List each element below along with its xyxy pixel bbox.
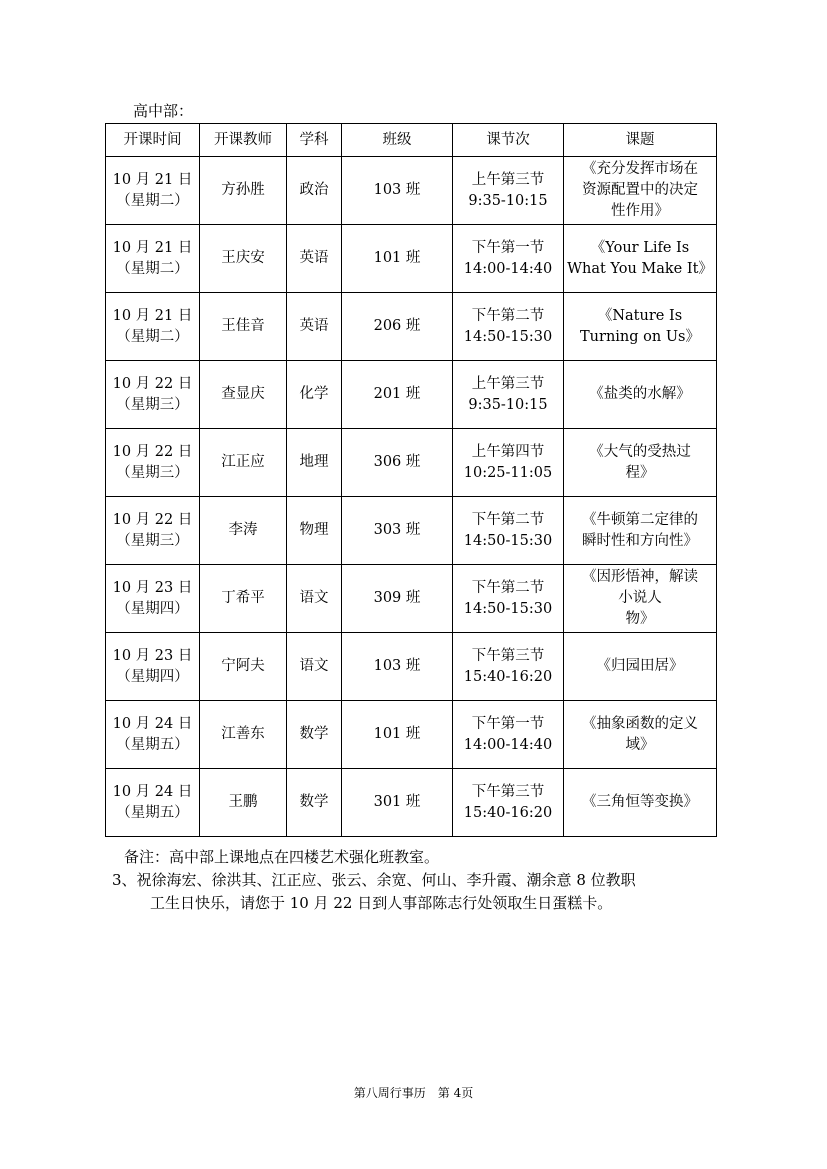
birthday-notice bbox=[112, 869, 712, 915]
item-number: 3、 bbox=[112, 871, 137, 889]
cell-period bbox=[453, 769, 564, 837]
date-text: 10 月 23 日 bbox=[112, 647, 193, 664]
time-text: 9:35-10:15 bbox=[468, 192, 548, 209]
period-text: 下午第一节 bbox=[471, 239, 545, 256]
cell-subject: 英语 bbox=[287, 293, 342, 361]
cell-teacher: 宁阿夫 bbox=[200, 633, 287, 701]
schedule-table bbox=[105, 123, 717, 837]
table-header-row bbox=[106, 124, 717, 157]
period-text: 下午第二节 bbox=[471, 307, 545, 324]
cell-subject: 地理 bbox=[287, 429, 342, 497]
time-text: 14:50-15:30 bbox=[463, 600, 553, 617]
table-row bbox=[106, 157, 717, 225]
cell-date bbox=[106, 497, 200, 565]
cell-period bbox=[453, 497, 564, 565]
header-period: 课节次 bbox=[453, 124, 564, 157]
period-text: 下午第二节 bbox=[471, 511, 545, 528]
birthday-notice-text1: 祝徐海宏、徐洪其、江正应、张云、余宽、何山、李升霞、潮余意 8 位教职 bbox=[136, 871, 636, 889]
period-text: 上午第三节 bbox=[471, 375, 545, 392]
time-text: 15:40-16:20 bbox=[463, 804, 553, 821]
period-text: 上午第四节 bbox=[471, 443, 545, 460]
time-text: 9:35-10:15 bbox=[468, 396, 548, 413]
cell-teacher: 王鹏 bbox=[200, 769, 287, 837]
date-text: 10 月 22 日 bbox=[112, 375, 193, 392]
header-teacher: 开课教师 bbox=[200, 124, 287, 157]
footer-title: 第八周行事历 bbox=[353, 1086, 426, 1100]
cell-class: 201 班 bbox=[342, 361, 453, 429]
table-row bbox=[106, 633, 717, 701]
time-text: 14:50-15:30 bbox=[463, 532, 553, 549]
birthday-notice-line2: 工生日快乐，请您于 10 月 22 日到人事部陈志行处领取生日蛋糕卡。 bbox=[150, 894, 613, 912]
cell-topic: 《抽象函数的定义 域》 bbox=[564, 701, 717, 769]
cell-class: 206 班 bbox=[342, 293, 453, 361]
cell-topic: 《大气的受热过 程》 bbox=[564, 429, 717, 497]
cell-period bbox=[453, 565, 564, 633]
weekday-text: （星期五） bbox=[116, 736, 189, 753]
cell-subject: 数学 bbox=[287, 701, 342, 769]
cell-class: 301 班 bbox=[342, 769, 453, 837]
period-text: 上午第三节 bbox=[471, 171, 545, 188]
cell-topic: 《盐类的水解》 bbox=[564, 361, 717, 429]
date-text: 10 月 22 日 bbox=[112, 443, 193, 460]
section-title: 高中部： bbox=[133, 102, 194, 120]
cell-subject: 数学 bbox=[287, 769, 342, 837]
cell-teacher: 丁希平 bbox=[200, 565, 287, 633]
cell-topic: 《充分发挥市场在 资源配置中的决定 性作用》 bbox=[564, 157, 717, 225]
cell-class: 103 班 bbox=[342, 633, 453, 701]
header-date: 开课时间 bbox=[106, 124, 200, 157]
date-text: 10 月 24 日 bbox=[112, 715, 193, 732]
weekday-text: （星期四） bbox=[116, 668, 189, 685]
cell-teacher: 王庆安 bbox=[200, 225, 287, 293]
time-text: 14:00-14:40 bbox=[463, 260, 553, 277]
date-text: 10 月 21 日 bbox=[112, 307, 193, 324]
cell-topic: 《Nature Is Turning on Us》 bbox=[564, 293, 717, 361]
cell-date bbox=[106, 293, 200, 361]
date-text: 10 月 21 日 bbox=[112, 171, 193, 188]
remark-note: 备注：高中部上课地点在四楼艺术强化班教室。 bbox=[124, 848, 440, 866]
weekday-text: （星期二） bbox=[116, 328, 189, 345]
cell-period bbox=[453, 701, 564, 769]
cell-period bbox=[453, 293, 564, 361]
weekday-text: （星期三） bbox=[116, 532, 189, 549]
cell-topic: 《三角恒等变换》 bbox=[564, 769, 717, 837]
cell-date bbox=[106, 633, 200, 701]
date-text: 10 月 23 日 bbox=[112, 579, 193, 596]
date-text: 10 月 24 日 bbox=[112, 783, 193, 800]
cell-teacher: 李涛 bbox=[200, 497, 287, 565]
weekday-text: （星期三） bbox=[116, 396, 189, 413]
cell-date bbox=[106, 225, 200, 293]
period-text: 下午第三节 bbox=[471, 783, 545, 800]
cell-class: 309 班 bbox=[342, 565, 453, 633]
cell-subject: 语文 bbox=[287, 633, 342, 701]
cell-period bbox=[453, 633, 564, 701]
cell-teacher: 查显庆 bbox=[200, 361, 287, 429]
table-row bbox=[106, 769, 717, 837]
time-text: 14:00-14:40 bbox=[463, 736, 553, 753]
cell-date bbox=[106, 565, 200, 633]
header-topic: 课题 bbox=[564, 124, 717, 157]
table-row bbox=[106, 361, 717, 429]
table-row bbox=[106, 225, 717, 293]
page-footer bbox=[0, 1085, 827, 1101]
time-text: 10:25-11:05 bbox=[463, 464, 553, 481]
time-text: 14:50-15:30 bbox=[463, 328, 553, 345]
cell-date bbox=[106, 361, 200, 429]
time-text: 15:40-16:20 bbox=[463, 668, 553, 685]
table-row bbox=[106, 293, 717, 361]
table-row bbox=[106, 565, 717, 633]
cell-period bbox=[453, 429, 564, 497]
cell-teacher: 方孙胜 bbox=[200, 157, 287, 225]
weekday-text: （星期二） bbox=[116, 192, 189, 209]
weekday-text: （星期四） bbox=[116, 600, 189, 617]
cell-teacher: 江正应 bbox=[200, 429, 287, 497]
period-text: 下午第一节 bbox=[471, 715, 545, 732]
cell-subject: 物理 bbox=[287, 497, 342, 565]
cell-subject: 英语 bbox=[287, 225, 342, 293]
cell-topic: 《归园田居》 bbox=[564, 633, 717, 701]
table-row bbox=[106, 497, 717, 565]
weekday-text: （星期二） bbox=[116, 260, 189, 277]
birthday-notice-line1 bbox=[112, 869, 712, 892]
period-text: 下午第三节 bbox=[471, 647, 545, 664]
cell-date bbox=[106, 701, 200, 769]
date-text: 10 月 22 日 bbox=[112, 511, 193, 528]
cell-period bbox=[453, 361, 564, 429]
cell-class: 101 班 bbox=[342, 225, 453, 293]
weekday-text: （星期五） bbox=[116, 804, 189, 821]
cell-date bbox=[106, 769, 200, 837]
cell-class: 101 班 bbox=[342, 701, 453, 769]
table-row bbox=[106, 701, 717, 769]
period-text: 下午第二节 bbox=[471, 579, 545, 596]
cell-teacher: 江善东 bbox=[200, 701, 287, 769]
weekday-text: （星期三） bbox=[116, 464, 189, 481]
cell-period bbox=[453, 225, 564, 293]
cell-teacher: 王佳音 bbox=[200, 293, 287, 361]
cell-date bbox=[106, 157, 200, 225]
cell-class: 303 班 bbox=[342, 497, 453, 565]
header-subject: 学科 bbox=[287, 124, 342, 157]
cell-subject: 化学 bbox=[287, 361, 342, 429]
footer-page-number: 第 4页 bbox=[437, 1086, 474, 1100]
cell-subject: 语文 bbox=[287, 565, 342, 633]
cell-topic: 《Your Life Is What You Make It》 bbox=[564, 225, 717, 293]
cell-period bbox=[453, 157, 564, 225]
date-text: 10 月 21 日 bbox=[112, 239, 193, 256]
table-row bbox=[106, 429, 717, 497]
cell-topic: 《牛顿第二定律的 瞬时性和方向性》 bbox=[564, 497, 717, 565]
cell-date bbox=[106, 429, 200, 497]
cell-class: 103 班 bbox=[342, 157, 453, 225]
cell-subject: 政治 bbox=[287, 157, 342, 225]
header-class: 班级 bbox=[342, 124, 453, 157]
cell-class: 306 班 bbox=[342, 429, 453, 497]
cell-topic: 《因形悟神，解读 小说人 物》 bbox=[564, 565, 717, 633]
